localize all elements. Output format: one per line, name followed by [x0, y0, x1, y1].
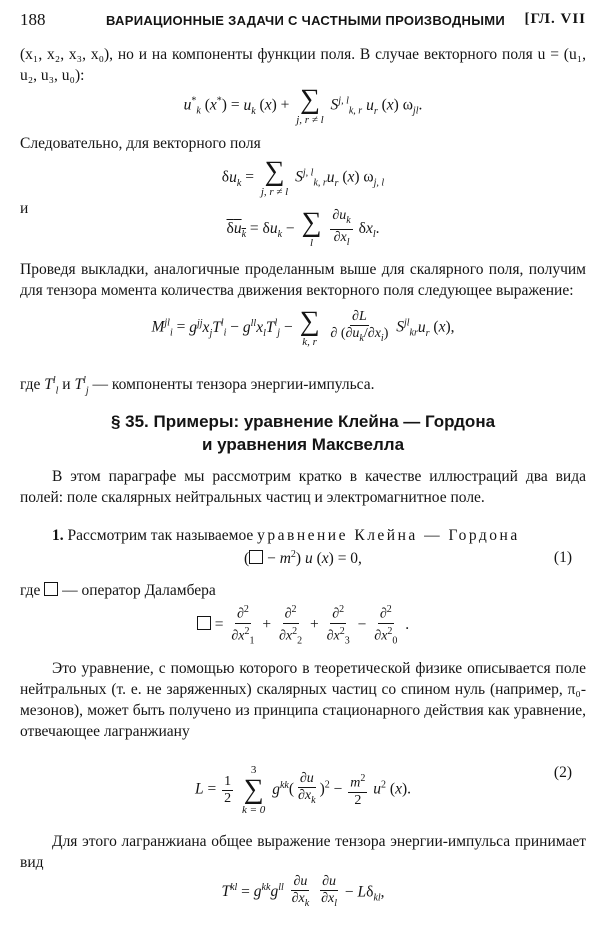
paragraph-2: Следовательно, для векторного поля: [20, 135, 261, 152]
paragraph-7: 1. Рассмотрим так называемое уравнение Клейна — Гордона: [52, 527, 520, 544]
page-number: 188: [20, 10, 46, 29]
dalembert-box-symbol: [197, 616, 211, 630]
running-title: ВАРИАЦИОННЫЕ ЗАДАЧИ С ЧАСТНЫМИ ПРОИЗВОДНЫМИ: [106, 13, 506, 28]
dalembert-box-symbol: [44, 582, 58, 596]
paragraph-10: Для этого лагранжиана общее выражение тензора энергии-импульса принимает вид: [20, 833, 586, 871]
paragraph-4: Проведя выкладки, аналогичные проделанным выше для скалярного поля, получим для тензора момента количества движения векторного поля следующее выражение:: [20, 261, 586, 299]
paragraph-1: (x₁, x₂, x₃, x₀), но и на компоненты функции поля. В случае векторного поля u = (u₁, u₂, u₃, u₀):: [20, 46, 586, 84]
equation-delta-bar-u: $\delta u_k = \delta u_k$ − ∑ l $\frac{\partial u_k}{\partial x_l}$ $\delta x_l$.: [226, 207, 380, 250]
equation-dalembertian: = $\frac{\partial^2}{\partial x^2_1}$ + $\frac{\partial^2}{\partial x^2_2}$ + $\frac{\partial^2}{\partial x^2_3}$ − $\frac{\partial^2}{\partial x^2_0}$ .: [20, 602, 586, 649]
equation-delta-u: $\delta u_k$ = ∑ j, r ≠ l $S^{j, l}_{k, r}u_r$ (x) $\omega_{j, l}$: [221, 156, 385, 198]
equation-number-2: (2): [553, 764, 572, 781]
equation-lagrangian: L = $\frac{1}{2}$ 3 ∑ k = 0 $g^{kk}$( $\frac{\partial u}{\partial x_k}$ )$^2$ − $\frac{m^2}{2}$ $u^2$ (x). (2): [195, 764, 572, 816]
paragraph-3: и: [20, 200, 29, 217]
section-heading-line-1: § 35. Примеры: уравнение Клейна — Гордона: [110, 412, 496, 431]
paragraph-5: где $T^l_l$ и $T^l_j$ — компоненты тензора энергии-импульса.: [20, 375, 375, 397]
dalembert-box-symbol: [249, 550, 263, 564]
paragraph-6: В этом параграфе мы рассмотрим кратко в качестве иллюстраций два вида полей: поле скалярных нейтральных частиц и электромагнитное поле.: [20, 468, 586, 506]
equation-angular-momentum: $M^{jl}_i = g^{jj}x_jT^l_i - g^{ll}x_lT^l_j$ − ∑ k, r $\frac{\partial L}{\partial (\partial u_k/\partial x_i)}$ $S^{jl}_{kr}u_r$ (x),: [151, 306, 455, 348]
page-header: [20, 10, 586, 32]
paragraph-9: Это уравнение, с помощью которого в теоретической физике описывается поле нейтральных (т. е. не заряженных) скалярных частиц со спином нуль (например, π₀-мезонов), может быть получено из принципа стационарного действия как уравнение, отвечающее лагранжиану: [20, 660, 586, 740]
equation-klein-gordon: ( − $m^2$) u (x) = 0, (1): [244, 549, 572, 568]
section-heading: [20, 410, 586, 456]
equation-number-1: (1): [553, 549, 572, 566]
equation-u-star: $u^*_k$ $(x^*) = u_k$ (x) + ∑ j, r ≠ l S$^{j, l}_{k, r}$ $u_r$ (x) $\omega_{jl}$.: [183, 84, 423, 126]
paragraph-8: где — оператор Даламбера: [20, 582, 216, 599]
chapter-label: [ГЛ. VII: [524, 11, 586, 27]
section-heading-line-2: и уравнения Максвелла: [201, 435, 405, 454]
equation-energy-momentum-tensor: $T^{kl} = g^{kk}g^{ll}$ $\frac{\partial u}{\partial x_k}$ $\frac{\partial u}{\partial x_l}$ − $L\delta_{kl}$,: [221, 874, 385, 909]
